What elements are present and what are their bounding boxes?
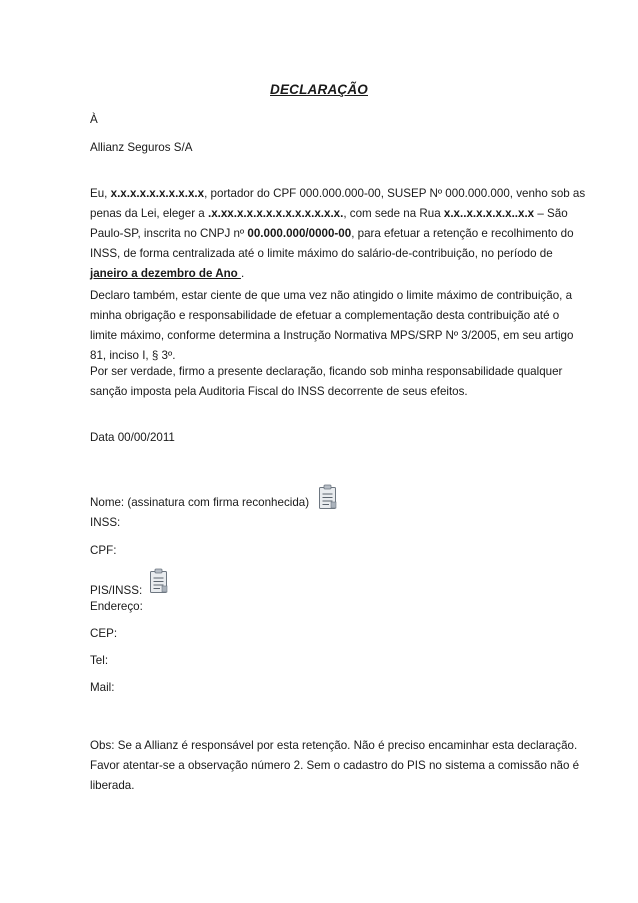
observation-note	[90, 736, 580, 796]
p1-line-3: Paulo-SP, inscrita no CNPJ nº 00.000.000/0000-00, para efetuar a retenção e recolhimento do	[90, 227, 574, 240]
obs-line-1: Obs: Se a Allianz é responsável por esta retenção. Não é preciso encaminhar esta declaração.	[90, 739, 578, 752]
p1-line-5: janeiro a dezembro de Ano .	[90, 267, 245, 280]
field-inss: INSS:	[90, 516, 121, 529]
field-nome-label: Nome: (assinatura com firma reconhecida)	[90, 496, 310, 509]
date-line: Data 00/00/2011	[90, 431, 175, 444]
addressee-company: Allianz Seguros S/A	[90, 141, 193, 154]
field-cpf: CPF:	[90, 544, 117, 557]
p1-line-4: INSS, de forma centralizada até o limite máximo do salário-de-contribuição, no período de	[90, 247, 553, 260]
field-pis-label: PIS/INSS:	[90, 584, 143, 597]
form-field-icon[interactable]	[318, 484, 338, 508]
obs-line-2: Favor atentar-se a observação número 2. Sem o cadastro do PIS no sistema a comissão não é	[90, 759, 580, 772]
paragraph-declaration	[90, 184, 586, 284]
paragraph-truth	[90, 362, 563, 402]
company-name: .x.xx.x.x.x.x.x.x.x.x.x.x.x.	[207, 207, 344, 220]
field-nome	[90, 484, 546, 513]
field-mail: Mail:	[90, 681, 115, 694]
period-value: janeiro a dezembro de Ano	[90, 267, 241, 280]
form-field-icon[interactable]	[149, 568, 169, 592]
p2-line-4: 81, inciso I, § 3º.	[90, 349, 176, 362]
field-endereco: Endereço:	[90, 600, 143, 613]
cnpj-value: 00.000.000/0000-00	[247, 227, 352, 240]
p2-line-1: Declaro também, estar ciente de que uma vez não atingido o limite máximo de contribuição, a	[90, 289, 573, 302]
document-title: DECLARAÇÃO	[270, 82, 368, 97]
p1-line-1: Eu, x.x.x.x.x.x.x.x.x.x, portador do CPF 000.000.000-00, SUSEP Nº 000.000.000, venho sob as	[90, 187, 586, 200]
p3-line-1: Por ser verdade, firmo a presente declaração, ficando sob minha responsabilidade qualquer	[90, 365, 563, 378]
paragraph-awareness	[90, 286, 574, 366]
street-name: x.x..x.x.x.x.x..x.x	[443, 207, 535, 220]
p2-line-2: minha obrigação e responsabilidade de efetuar a complementação desta contribuição até o	[90, 309, 560, 322]
obs-line-3: liberada.	[90, 779, 135, 792]
p3-line-2: sanção imposta pela Auditoria Fiscal do INSS decorrente de seus efeitos.	[90, 385, 468, 398]
p2-line-3: limite máximo, conforme determina a Instrução Normativa MPS/SRP Nº 3/2005, em seu artigo	[90, 329, 574, 342]
field-cep: CEP:	[90, 627, 118, 640]
addressee-a: À	[90, 113, 98, 126]
p1-line-2: penas da Lei, eleger a .x.xx.x.x.x.x.x.x.x.x.x.x.x., com sede na Rua x.x..x.x.x.x.x..x.x – São	[90, 207, 568, 220]
declarant-name: x.x.x.x.x.x.x.x.x.x	[110, 187, 205, 200]
field-tel: Tel:	[90, 654, 109, 667]
